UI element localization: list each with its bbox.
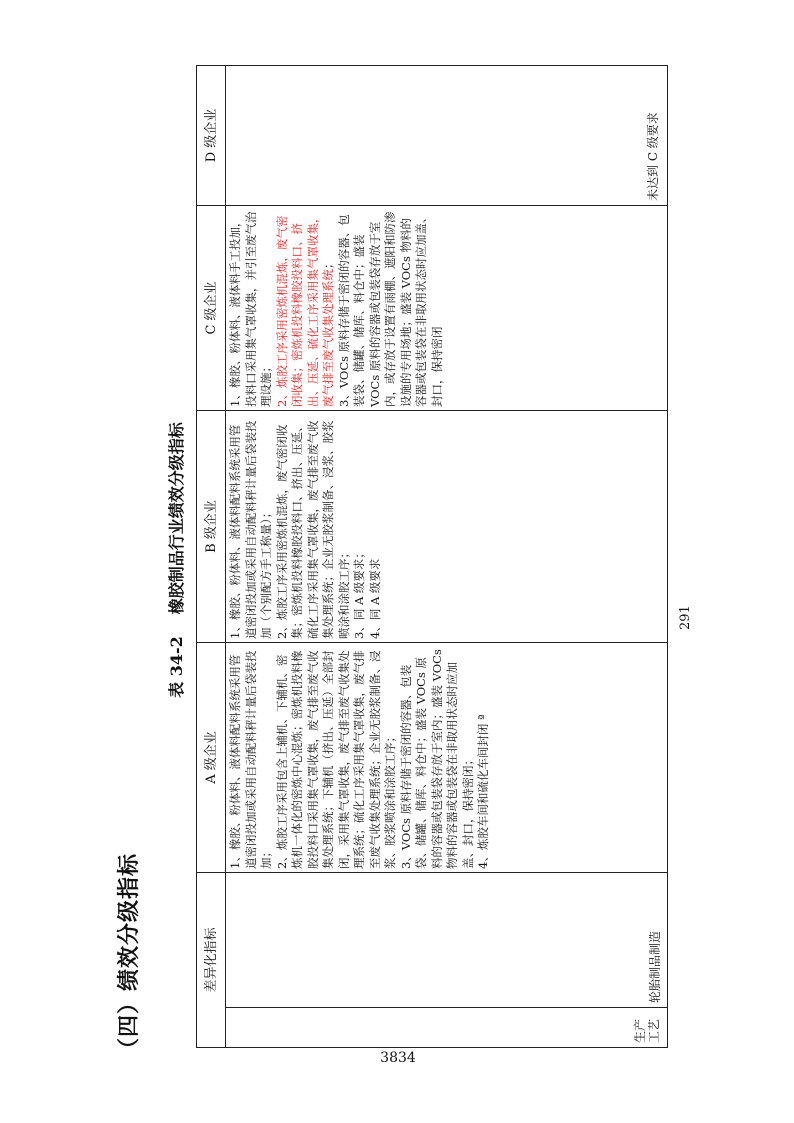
d-text: 未达到 C 级要求 — [645, 112, 660, 201]
b-line-2: 2、炼胶工序采用密炼机混炼，废气密闭收集；密炼机投料橡胶投料口、挤出、压延、硫化工序采用集气罩收集，废气排至废气收集处理系统；企业无胶浆制备、浸浆、胶浆喷涂和涂胶工序； — [274, 420, 351, 639]
side-page-number: 291 — [678, 605, 693, 630]
grading-table — [196, 65, 668, 1048]
a-line-4: 4、炼胶车间和硫化车间封闭 ª — [476, 714, 490, 869]
header-d: D 级企业 — [197, 66, 226, 205]
rotated-page — [112, 60, 693, 1060]
table-title — [164, 60, 187, 1060]
header-b: B 级企业 — [197, 410, 226, 642]
cell-b — [226, 410, 667, 642]
section-heading: （四）绩效分级指标 — [116, 852, 142, 1060]
row-group-label: 生产工艺 — [633, 1018, 661, 1043]
cell-d — [226, 66, 667, 205]
table-number: 表 34-2 — [167, 636, 186, 698]
header-diff: 差异化指标 — [197, 872, 226, 1047]
c-line-2 — [275, 209, 337, 407]
b-line-1: 1、橡胶、粉体料、液体料配料系统采用管道密闭投加或采用自动配料秤计量后袋装投加（个别配方手工称量）； — [228, 420, 273, 639]
c-line-2-red: 2、炼胶工序采用密炼机混炼，废气密闭收集；密炼机投料橡胶投料口、挤出、压延、硫化工序采用集气罩收集，废气排至废气收集处理系统 — [274, 211, 335, 407]
cell-c — [226, 205, 667, 410]
bottom-page-number: 3834 — [380, 1050, 416, 1066]
b-line-4: 4、同 A 级要求 — [367, 558, 382, 639]
row-group-cell — [226, 1007, 667, 1047]
header-a: A 级企业 — [197, 642, 226, 872]
a-line-2: 2、炼胶工序采用包含上辅机、下辅机、密炼机一体化的密炼中心混炼；密炼机投料橡胶投料口采用集气罩收集，废气排至废气收集处理系统；下辅机（挤出、压延）全部封闭，采用集气罩收集，废气排至废气收集处理系统；硫化工序采用集气罩收集，废气排至废气收集处理系统；企业无胶浆制备、浸浆、胶浆喷涂和涂胶工序； — [274, 650, 397, 869]
row-sub-label: 轮胎制品制造 — [648, 930, 662, 1003]
a-line-3: 3、VOCs 原料存储于密闭的容器、包装袋、储罐、储库、料仓中；盛装 VOCs 原料的容器或包装袋存放于室内；盛装 VOCs 物料的容器或包装袋在非取用状态时应加盖、封口，保持密闭； — [398, 649, 475, 869]
header-c: C 级企业 — [197, 205, 226, 410]
cell-a — [226, 642, 667, 872]
a-line-1: 1、橡胶、粉体料、液体料配料系统采用管道密闭投加或采用自动配料秤计量后袋装投加； — [228, 650, 273, 869]
row-sub-cell — [226, 872, 667, 1007]
c-line-1: 1、橡胶、粉体料、液体料手工投加，投料口采用集气罩收集，并引至废气治理设施； — [228, 211, 273, 407]
b-line-3: 3、同 A 级要求； — [352, 547, 366, 639]
table-title-text: 橡胶制品行业绩效分级指标 — [167, 422, 186, 615]
c-line-3: 3、VOCs 原料存储于密闭的容器、包装袋、储罐、储库、料仓中；盛装 VOCs 原料的容器或包装袋存放于室内，或存放于设置有雨棚、遮阳和防渗设施的专用场地；盛装 VOCs 物料的容器或包装袋在非取用状态时应加盖、封口，保持密闭 — [336, 211, 444, 407]
c-line-2-end: ； — [321, 257, 335, 269]
